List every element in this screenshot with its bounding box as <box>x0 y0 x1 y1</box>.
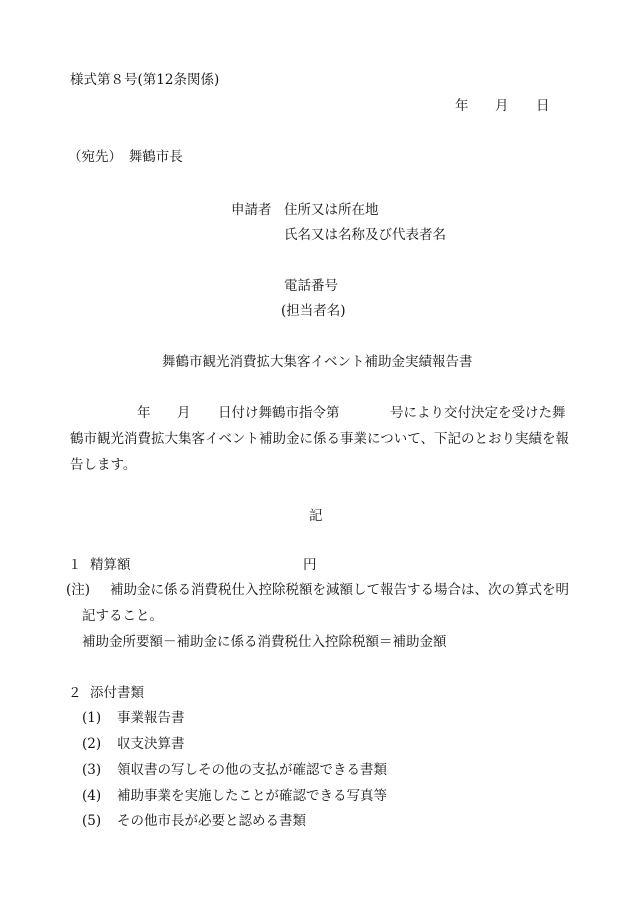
list-item-text: 領収書の写しその他の支払が確認できる書類 <box>117 762 387 778</box>
applicant-label: 申請者 <box>231 202 272 218</box>
body-dated-text: 日付け舞鶴市指令第 <box>218 405 340 421</box>
body-month-label: 月 <box>177 405 191 421</box>
section-2-number: ２ <box>68 685 82 701</box>
applicant-address-label: 住所又は所在地 <box>284 202 379 218</box>
date-year-label: 年 <box>455 98 469 114</box>
ki-heading: 記 <box>309 508 323 524</box>
body-year-label: 年 <box>137 405 151 421</box>
body-paragraph <box>70 400 569 478</box>
body-line-2: 鶴市観光消費拡大集客イベント補助金に係る事業について、下記のとおり実績を報 <box>70 431 569 447</box>
body-number-suffix: 号により交付決定を受けた舞 <box>390 405 566 421</box>
section-1-unit: 円 <box>303 557 317 573</box>
form-number: 様式第８号(第12条関係) <box>70 72 220 88</box>
date-day-label: 日 <box>536 98 550 114</box>
note-line-1: 補助金に係る消費税仕入控除税額を減額して報告する場合は、次の算式を明 <box>110 582 569 598</box>
applicant-phone-label: 電話番号 <box>284 278 338 294</box>
section-1-number: １ <box>68 557 82 573</box>
date-month-label: 月 <box>495 98 509 114</box>
list-item-text: 収支決算書 <box>117 736 185 752</box>
list-item-number: (5) <box>82 813 102 829</box>
body-line-3: 告します。 <box>70 457 137 473</box>
applicant-contact-label: (担当者名) <box>281 303 346 319</box>
section-2-label: 添付書類 <box>90 685 144 701</box>
note-line-2: 記すること。 <box>82 608 163 624</box>
applicant-name-label: 氏名又は名称及び代表者名 <box>284 227 446 243</box>
list-item-number: (1) <box>82 710 102 726</box>
document-title: 舞鶴市観光消費拡大集客イベント補助金実績報告書 <box>162 354 473 370</box>
addressee: （宛先） 舞鶴市長 <box>68 149 183 165</box>
formula: 補助金所要額－補助金に係る消費税仕入控除税額＝補助金額 <box>82 634 447 650</box>
list-item-text: 事業報告書 <box>117 710 185 726</box>
section-1-label: 精算額 <box>90 557 131 573</box>
list-item-number: (3) <box>82 762 102 778</box>
list-item-text: 補助事業を実施したことが確認できる写真等 <box>117 788 387 804</box>
list-item-text: その他市長が必要と認める書類 <box>117 813 306 829</box>
body-line-1 <box>70 400 566 426</box>
list-item-number: (4) <box>82 788 102 804</box>
list-item-number: (2) <box>82 736 102 752</box>
note-prefix: (注) <box>66 582 91 598</box>
